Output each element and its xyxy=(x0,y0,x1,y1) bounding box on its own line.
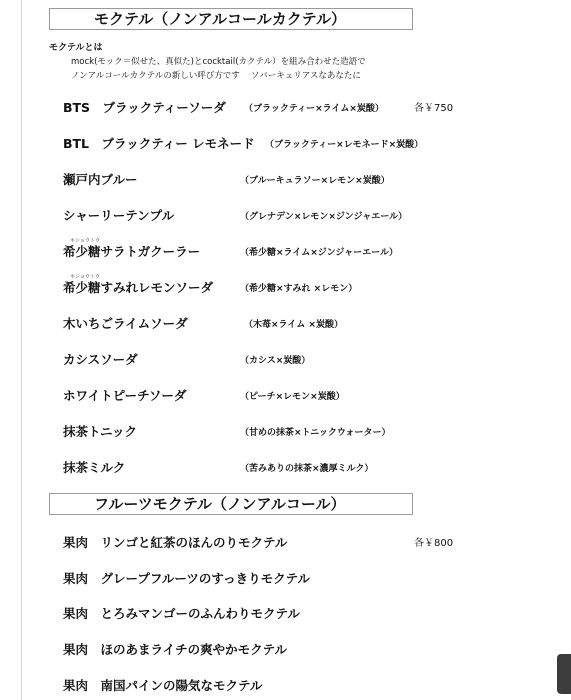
item-ingredients: （苦みありの抹茶×濃厚ミルク） xyxy=(240,464,374,474)
item-ingredients: （ブルーキュラソー×レモン×炭酸） xyxy=(240,176,390,186)
menu-item-btl xyxy=(0,135,571,155)
item-ingredients: （希少糖×すみれ ×レモン） xyxy=(240,284,358,294)
item-price: 各￥800 xyxy=(414,538,454,549)
menu-item xyxy=(0,207,571,227)
menu-item xyxy=(0,423,571,443)
item-price: 各￥750 xyxy=(414,103,454,114)
item-ruby: キショウトウ xyxy=(70,238,100,244)
item-name: BTS ブラックティーソーダ xyxy=(63,100,226,115)
intro-line: mock(モック＝似せた、真似た)とcocktail(カクテル）を組み合わせた造語で xyxy=(71,57,366,67)
item-name: 果肉 ほのあまライチの爽やかモクテル xyxy=(63,642,288,657)
item-name: 果肉 グレープフルーツのすっきりモクテル xyxy=(63,571,311,586)
fruit-menu-item xyxy=(0,677,571,697)
item-ruby: キショウトウ xyxy=(70,274,100,280)
scrollbar-thumb[interactable] xyxy=(557,654,571,694)
item-name: ホワイトピーチソーダ xyxy=(63,388,187,403)
menu-item xyxy=(0,315,571,335)
menu-item xyxy=(0,171,571,191)
item-name: 抹茶ミルク xyxy=(63,460,126,475)
fruit-menu-item xyxy=(0,605,571,625)
menu-item xyxy=(0,243,571,263)
menu-item xyxy=(0,279,571,299)
item-ingredients: （木苺×ライム ×炭酸） xyxy=(244,320,343,330)
item-name: 希少糖サラトガクーラー xyxy=(63,244,201,259)
fruit-menu-item xyxy=(0,641,571,661)
intro-line: ノンアルコールカクテルの新しい呼び方です ソバーキュリアスなあなたに xyxy=(71,71,361,81)
item-ingredients: （甘めの抹茶×トニックウォーター） xyxy=(240,428,391,438)
item-name: BTL ブラックティー レモネード xyxy=(63,136,255,151)
menu-item xyxy=(0,459,571,479)
item-ingredients: （ブラックティー×レモネード×炭酸） xyxy=(265,140,424,150)
fruit-menu-item xyxy=(0,534,571,554)
item-ingredients: （希少糖×ライム×ジンジャーエール） xyxy=(240,248,399,258)
item-name: シャーリーテンプル xyxy=(63,208,175,223)
item-name: 果肉 リンゴと紅茶のほんのりモクテル xyxy=(63,535,288,550)
fruit-menu-item xyxy=(0,570,571,590)
section-title-mocktails: モクテル（ノンアルコールカクテル） xyxy=(49,8,413,30)
item-ingredients: （ブラックティー×ライム×炭酸） xyxy=(244,104,384,114)
item-ingredients: （ピーチ×レモン×炭酸） xyxy=(240,392,345,402)
item-name: 瀬戸内ブルー xyxy=(63,172,138,187)
section-title-fruit-mocktails: フルーツモクテル（ノンアルコール） xyxy=(49,493,413,515)
item-name: 果肉 南国パインの陽気なモクテル xyxy=(63,678,263,693)
menu-item xyxy=(0,351,571,371)
intro-heading: モクテルとは xyxy=(49,43,103,53)
menu-item xyxy=(0,387,571,407)
item-ingredients: （グレナデン×レモン×ジンジャエール） xyxy=(240,212,408,222)
item-name: 木いちごライムソーダ xyxy=(63,316,188,331)
item-name: 希少糖すみれレモンソーダ xyxy=(63,280,214,295)
item-name: 果肉 とろみマンゴーのふんわりモクテル xyxy=(63,606,300,621)
menu-item-bts xyxy=(0,99,571,119)
item-name: 抹茶トニック xyxy=(63,424,138,439)
item-ingredients: （カシス×炭酸） xyxy=(240,356,311,366)
item-name: カシスソーダ xyxy=(63,352,138,367)
